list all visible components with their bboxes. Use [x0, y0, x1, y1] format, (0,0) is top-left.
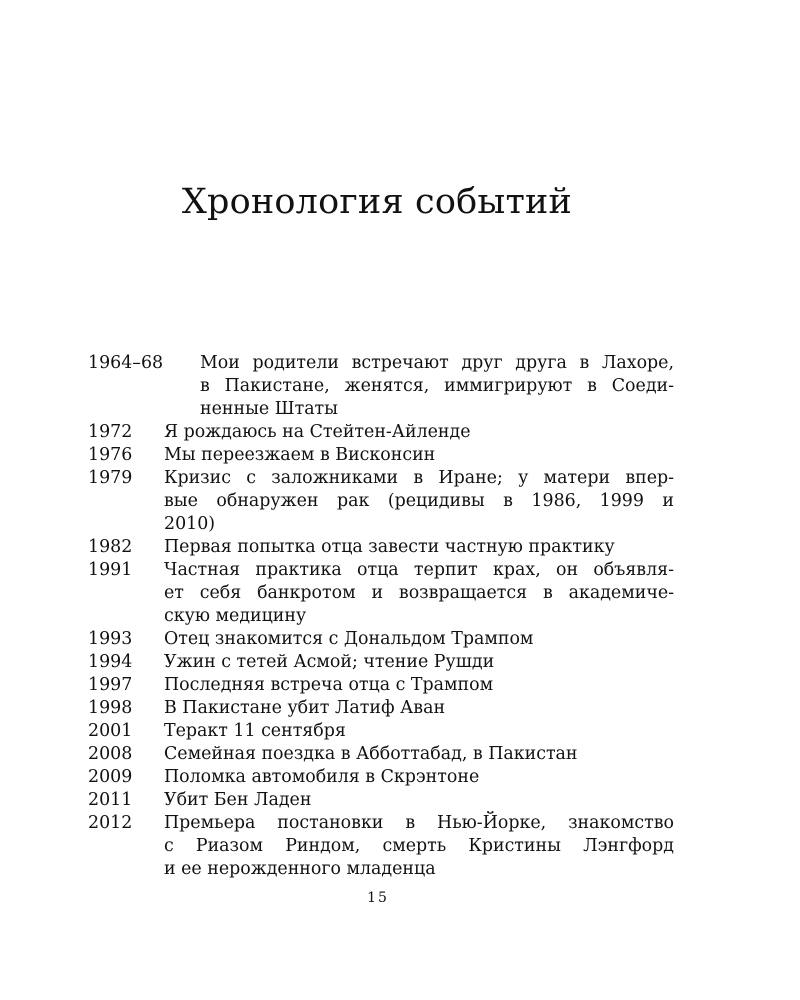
- timeline-description: [164, 421, 674, 444]
- description-line: Ужин с тетей Асмой; чтение Рушди: [164, 652, 495, 672]
- description-line: Семейная поездка в Абботтабад, в Пакистан: [164, 744, 578, 764]
- description-line: Я рождаюсь на Стейтен-Айленде: [164, 422, 471, 442]
- timeline-entry: [88, 559, 674, 628]
- timeline-entry: [88, 720, 674, 743]
- timeline-description: [164, 743, 674, 766]
- page-title: Хронология событий: [181, 182, 573, 222]
- timeline-entry: [88, 536, 674, 559]
- timeline-description: [164, 697, 674, 720]
- timeline-entry: [88, 789, 674, 812]
- timeline-entry: [88, 628, 674, 651]
- timeline-entry: [88, 766, 674, 789]
- timeline-year: 2012: [88, 813, 133, 833]
- description-line: Частная практика отца терпит крах, он объявля-: [164, 560, 674, 580]
- timeline-entry: [88, 444, 674, 467]
- description-line: с Риазом Риндом, смерть Кристины Лэнгфорд: [164, 836, 674, 856]
- timeline-description: [200, 352, 674, 421]
- timeline-year: 1964–68: [88, 353, 164, 373]
- timeline-entry: [88, 697, 674, 720]
- description-line: Мы переезжаем в Висконсин: [164, 445, 436, 465]
- timeline-description: [164, 467, 674, 536]
- timeline-entry: [88, 467, 674, 536]
- description-line: Убит Бен Ладен: [164, 790, 312, 810]
- timeline-entry: [88, 743, 674, 766]
- timeline-description: [164, 674, 674, 697]
- description-line: в Пакистане, женятся, иммигрируют в Соеди-: [200, 376, 674, 396]
- timeline-description: [164, 720, 674, 743]
- description-line: Премьера постановки в Нью-Йорке, знакомство: [164, 813, 674, 833]
- description-line: ет себя банкротом и возвращается в академиче-: [164, 583, 674, 603]
- chronology-list: [88, 352, 674, 881]
- description-line: Поломка автомобиля в Скрэнтоне: [164, 767, 480, 787]
- description-line: Кризис с заложниками в Иране; у матери впер-: [164, 468, 674, 488]
- timeline-year: 1991: [88, 560, 133, 580]
- description-line: Первая попытка отца завести частную практику: [164, 537, 615, 557]
- timeline-year: 1997: [88, 675, 133, 695]
- description-line: В Пакистане убит Латиф Аван: [164, 698, 446, 718]
- timeline-description: [164, 444, 674, 467]
- description-line: 2010): [164, 514, 216, 534]
- timeline-description: [164, 536, 674, 559]
- timeline-description: [164, 789, 674, 812]
- timeline-description: [164, 651, 674, 674]
- timeline-year: 1998: [88, 698, 133, 718]
- timeline-year: 1993: [88, 629, 133, 649]
- timeline-year: 1979: [88, 468, 133, 488]
- timeline-entry: [88, 651, 674, 674]
- timeline-entry: [88, 674, 674, 697]
- description-line: вые обнаружен рак (рецидивы в 1986, 1999 и: [164, 491, 674, 511]
- timeline-year: 2009: [88, 767, 133, 787]
- timeline-description: [164, 628, 674, 651]
- description-line: ненные Штаты: [200, 399, 339, 419]
- timeline-entry: [88, 812, 674, 881]
- description-line: Последняя встреча отца с Трампом: [164, 675, 494, 695]
- timeline-year: 1972: [88, 422, 133, 442]
- timeline-description: [164, 766, 674, 789]
- description-line: Мои родители встречают друг друга в Лахоре,: [200, 353, 674, 373]
- description-line: и ее нерожденного младенца: [164, 859, 436, 879]
- page-number: 15: [367, 890, 389, 906]
- timeline-year: 1982: [88, 537, 133, 557]
- timeline-year: 2001: [88, 721, 133, 741]
- timeline-year: 2011: [88, 790, 133, 810]
- timeline-year: 2008: [88, 744, 133, 764]
- description-line: скую медицину: [164, 606, 307, 626]
- description-line: Отец знакомится с Дональдом Трампом: [164, 629, 534, 649]
- timeline-year: 1976: [88, 445, 133, 465]
- timeline-description: [164, 812, 674, 881]
- description-line: Теракт 11 сентября: [164, 721, 346, 741]
- timeline-entry: [88, 352, 674, 421]
- timeline-year: 1994: [88, 652, 133, 672]
- timeline-entry: [88, 421, 674, 444]
- timeline-description: [164, 559, 674, 628]
